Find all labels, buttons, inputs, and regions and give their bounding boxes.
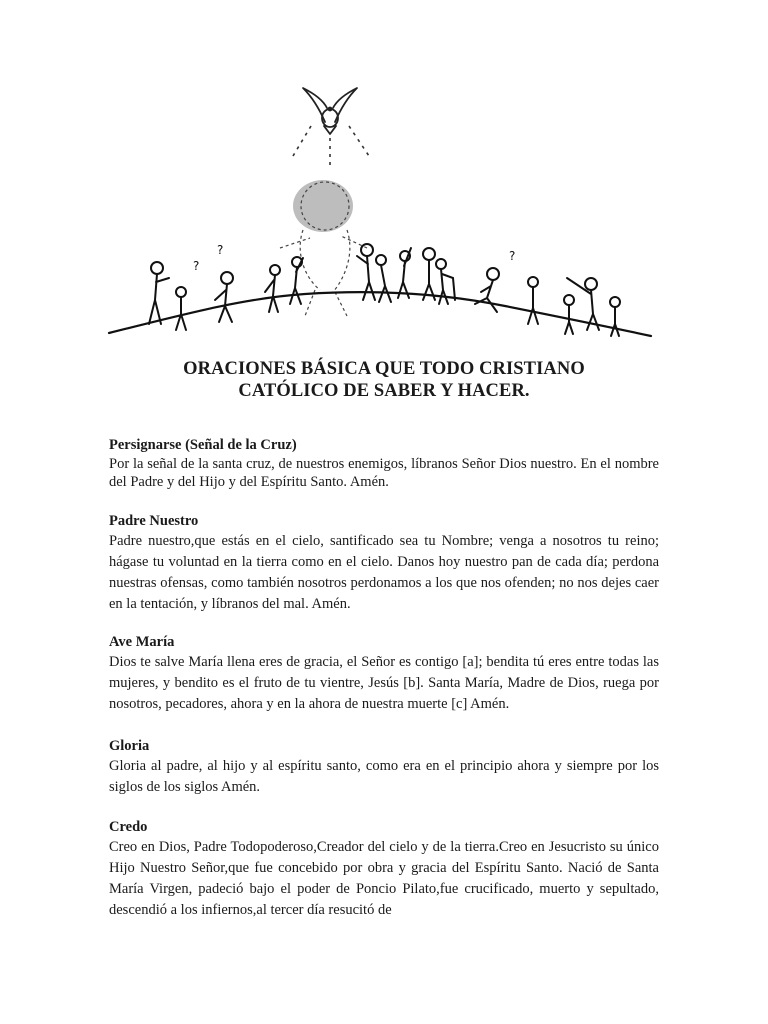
person-figure	[149, 262, 169, 324]
section-heading: Persignarse (Señal de la Cruz)	[109, 437, 297, 453]
section-heading: Gloria	[109, 738, 150, 754]
section-text: Por la señal de la santa cruz, de nuestros enemigos, líbranos Señor Dios nuestro. En el nombre del Padre y del Hijo y del Espíritu Santo. Amén.	[109, 456, 659, 490]
document-title	[90, 358, 678, 402]
glow-halo	[293, 180, 353, 232]
person-figure	[290, 257, 303, 304]
title-line-2: CATÓLICO DE SABER Y HACER.	[238, 381, 530, 401]
title-line-1: ORACIONES BÁSICA QUE TODO CRISTIANO	[183, 359, 585, 379]
section-text: Padre nuestro,que estás en el cielo, santificado sea tu Nombre; venga a nosotros tu reino; hágase tu voluntad en la tierra como en el cielo. Danos hoy nuestro pan de cada día; perdona nuestras ofensas, como también nosotros perdonamos a los que nos ofenden; no nos dejes caer en la tentación, y líbranos del mal. Amén.	[109, 533, 659, 612]
section-persignarse	[109, 436, 659, 491]
header-illustration	[105, 78, 653, 348]
section-gloria	[109, 737, 659, 798]
person-figure	[528, 277, 538, 324]
person-figure	[475, 268, 499, 312]
person-figure	[398, 248, 411, 298]
section-heading: Ave María	[109, 634, 175, 650]
section-padre-nuestro	[109, 512, 659, 615]
svg-text:?: ?	[509, 249, 516, 263]
svg-text:?: ?	[217, 243, 224, 257]
section-ave-maria	[109, 633, 659, 715]
section-text: Gloria al padre, al hijo y al espíritu santo, como era en el principio ahora y siempre por los siglos de los siglos Amén.	[109, 758, 659, 795]
section-text: Creo en Dios, Padre Todopoderoso,Creador del cielo y de la tierra.Creo en Jesucristo su único Hijo Nuestro Señor,que fue concebido por obra y gracia del Espíritu Santo. Nació de Santa María Virgen, padeció bajo el poder de Poncio Pilato,fue crucificado, muerto y sepultado, descendió a los infiernos,al tercer día resucitó de	[109, 839, 659, 918]
section-heading: Credo	[109, 819, 148, 835]
person-figure	[564, 295, 574, 334]
person-figure	[176, 287, 186, 330]
section-heading: Padre Nuestro	[109, 513, 199, 529]
people-group	[149, 244, 620, 336]
person-figure	[215, 272, 233, 322]
person-figure	[423, 248, 435, 300]
question-mark-icon	[193, 243, 515, 273]
svg-text:?: ?	[193, 259, 200, 273]
section-text: Dios te salve María llena eres de gracia, el Señor es contigo [a]; bendita tú eres entre todas las mujeres, y bendito es el fruto de tu vientre, Jesús [b]. Santa María, Madre de Dios, ruega por nosotros, pecadores, ahora y en la ahora de nuestra muerte [c] Amén.	[109, 654, 659, 712]
person-figure	[265, 265, 280, 312]
section-credo	[109, 818, 659, 921]
person-figure	[376, 255, 391, 302]
